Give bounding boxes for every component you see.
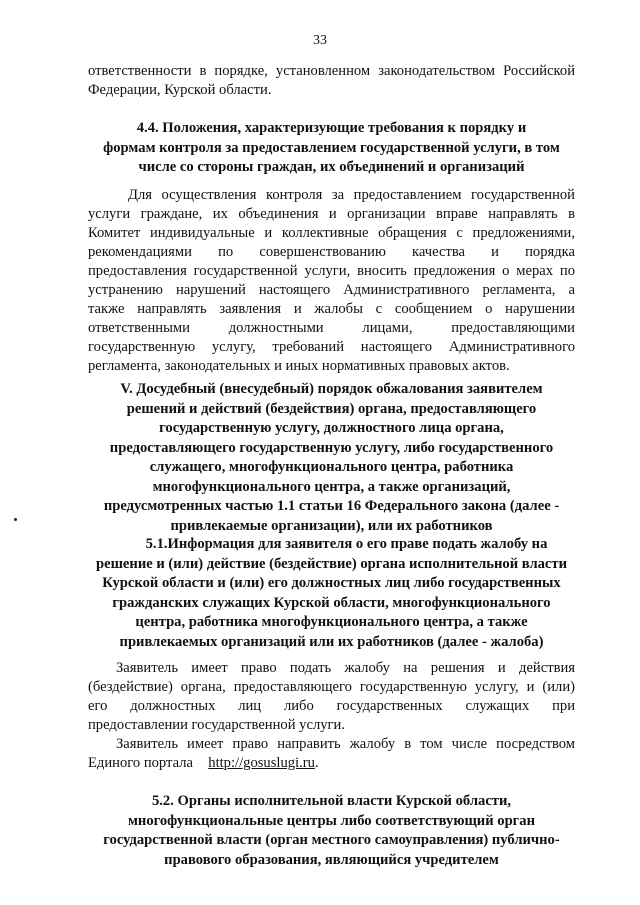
paragraph-line: его должностных лиц либо государственных служащих при xyxy=(88,698,575,714)
heading-line: 5.2. Органы исполнительной власти Курской области, xyxy=(151,793,512,809)
heading-line: V. Досудебный (внесудебный) порядок обжалования заявителем xyxy=(120,381,543,397)
paragraph-line xyxy=(88,754,575,773)
heading-line: многофункционального центра, а также организаций, xyxy=(152,478,511,495)
portal-prefix: Единого портала xyxy=(88,755,193,771)
intro-paragraph xyxy=(88,62,575,100)
section-5-1-paragraph xyxy=(88,659,575,735)
heading-line: числе со стороны граждан, их объединений и организаций xyxy=(138,159,525,175)
section-5-2-heading xyxy=(88,792,575,870)
paragraph-line: ответственными должностными лицами, предоставляющими xyxy=(88,320,575,336)
heading-line: правового образования, являющийся учредителем xyxy=(164,851,499,868)
heading-line: привлекаемые организации), или их работников xyxy=(170,517,493,534)
paragraph-line: государственную услугу, требований настоящего Административного xyxy=(88,339,575,355)
section-5-1-heading xyxy=(88,535,575,652)
heading-line: государственную услугу, должностного лица органа, xyxy=(159,420,504,436)
page-number: 33 xyxy=(313,33,327,48)
section-5-heading xyxy=(88,380,575,536)
heading-line: Курской области и (или) его должностных лиц либо государственных xyxy=(102,575,561,591)
heading-line: предоставляющего государственную услугу, либо государственного xyxy=(109,439,554,456)
gosuslugi-link[interactable]: http://gosuslugi.ru xyxy=(208,755,315,771)
heading-line: предусмотренных частью 1.1 статьи 16 Федерального закона (далее - xyxy=(103,498,560,514)
paragraph-line: предоставлении государственной услуги. xyxy=(88,717,345,733)
paragraph-line: также направлять заявления и жалобы с сообщением о нарушении xyxy=(88,301,575,317)
heading-line: привлекаемых организаций или их работников (далее - жалоба) xyxy=(119,633,544,650)
paragraph-line: Для осуществления контроля за предоставлением государственной xyxy=(128,187,575,203)
heading-line: многофункциональные центры либо соответствующий орган xyxy=(127,812,536,829)
heading-line: государственной власти (орган местного самоуправления) публично- xyxy=(103,832,560,848)
section-4-4-paragraph xyxy=(88,186,575,376)
paragraph-line: рекомендациями по совершенствованию качества и порядка xyxy=(88,244,575,260)
paragraph-line: Комитет индивидуальные и коллективные обращения с предложениями, xyxy=(88,225,575,241)
intro-line: ответственности в порядке, установленном законодательством Российской xyxy=(88,63,575,79)
heading-line: решений и действий (бездействия) органа, предоставляющего xyxy=(126,400,537,417)
paragraph-line: (бездействие) органа, предоставляющего государственную услугу, и (или) xyxy=(88,679,575,695)
intro-line: Федерации, Курской области. xyxy=(88,82,272,98)
heading-line: служащего, многофункционального центра, работника xyxy=(149,459,514,475)
heading-line: центра, работника многофункционального центра, а также xyxy=(135,614,528,630)
heading-line: гражданских служащих Курской области, многофункционального xyxy=(112,594,551,611)
margin-dot xyxy=(14,518,17,521)
section-4-4-heading xyxy=(88,119,575,178)
paragraph-line: устранению нарушений настоящего Административного регламента, а xyxy=(88,282,575,298)
heading-line: 5.1.Информация для заявителя о его праве подать жалобу на xyxy=(145,536,548,552)
paragraph-line: предоставления государственной услуги, вносить предложения о мерах по xyxy=(88,263,575,279)
paragraph-line: услуги граждане, их объединения и организации вправе направлять в xyxy=(88,206,575,222)
paragraph-line: Заявитель имеет право направить жалобу в том числе посредством xyxy=(116,736,575,752)
section-5-1-paragraph-2 xyxy=(88,735,575,773)
heading-line: 4.4. Положения, характеризующие требования к порядку и xyxy=(136,120,527,136)
heading-line: формам контроля за предоставлением государственной услуги, в том xyxy=(103,139,560,156)
period: . xyxy=(314,755,319,771)
paragraph-line: Заявитель имеет право подать жалобу на решения и действия xyxy=(116,660,575,676)
paragraph-line: регламента, законодательных и иных нормативных правовых актов. xyxy=(88,358,510,374)
heading-line: решение и (или) действие (бездействие) органа исполнительной власти xyxy=(96,555,567,572)
